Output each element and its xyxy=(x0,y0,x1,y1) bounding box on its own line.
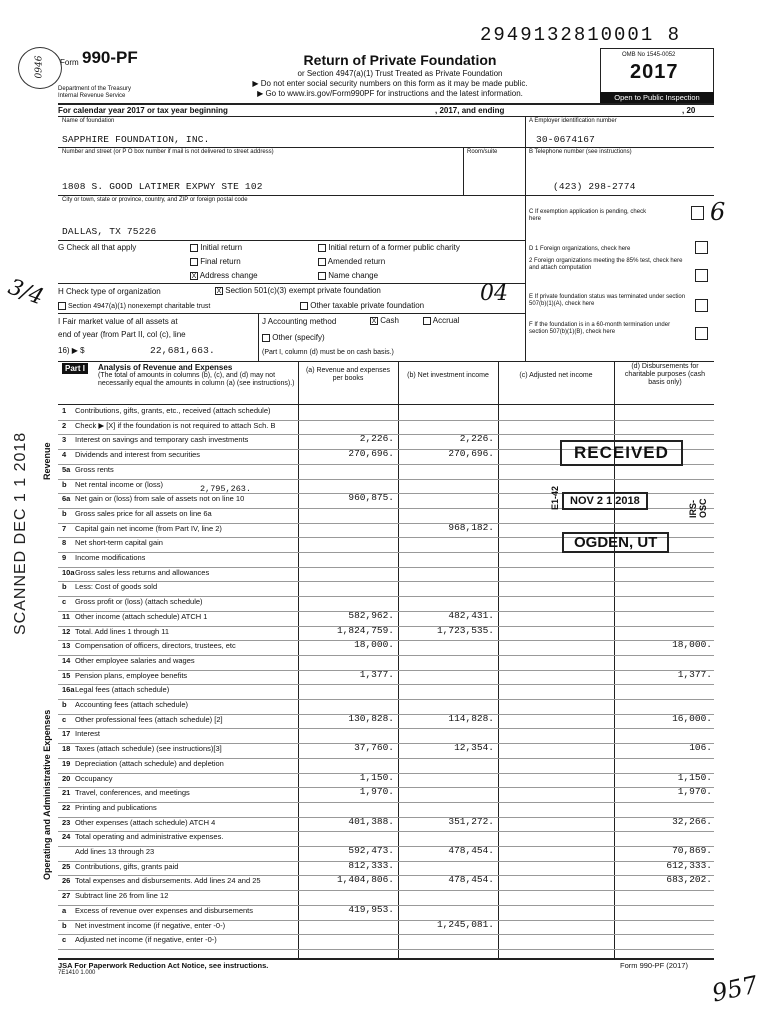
row-label: Legal fees (attach schedule) xyxy=(75,685,170,695)
row-label: Interest xyxy=(75,729,101,739)
row-number: c xyxy=(62,935,67,945)
received-city: OGDEN, UT xyxy=(562,532,669,553)
row-label: Depreciation (attach schedule) and depletion xyxy=(75,758,224,768)
row-number: b xyxy=(62,479,67,489)
cell-col-a: 1,824,759. xyxy=(336,624,394,636)
row-number: 14 xyxy=(62,655,71,665)
row-label: Net short-term capital gain xyxy=(75,538,163,548)
j-other-checkbox[interactable] xyxy=(262,334,270,342)
cell-col-d: 1,150. xyxy=(677,771,712,783)
stamp-irs-osc: IRS-OSC xyxy=(688,498,708,518)
circle-stamp: 0946 xyxy=(18,47,62,89)
row-label: Travel, conferences, and meetings xyxy=(75,788,190,798)
cell-col-a: 812,333. xyxy=(348,859,394,871)
phone-value: (423) 298-2774 xyxy=(553,181,636,192)
row-number: b xyxy=(62,582,67,592)
form-subtitle: or Section 4947(a)(1) Trust Treated as Private Foundation xyxy=(297,69,503,78)
row-number: 4 xyxy=(62,450,67,460)
received-title: RECEIVED xyxy=(560,440,683,466)
e-label: E If private foundation status was terminated under section 507(b)(1)(A), check here xyxy=(529,294,686,307)
form-footer-ref: Form 990-PF (2017) xyxy=(620,961,688,970)
cell-col-a: 960,875. xyxy=(348,492,394,504)
handwritten-3-4: 3/4 xyxy=(4,274,47,311)
row-label: Total. Add lines 1 through 11 xyxy=(75,626,170,636)
h-501c3-checkbox[interactable]: X xyxy=(216,287,222,295)
row-label: Gross rents xyxy=(75,464,114,474)
row-number: c xyxy=(62,714,67,724)
cell-col-a: 18,000. xyxy=(354,639,394,651)
ssn-note: ▶ Do not enter social security numbers on this form as it may be made public. xyxy=(252,79,528,88)
f-checkbox[interactable] xyxy=(695,327,708,340)
row-label: Add lines 13 through 23 xyxy=(75,847,155,856)
row-number: 9 xyxy=(62,553,67,562)
row-label: Other income (attach schedule) ATCH 1 xyxy=(75,611,208,621)
cell-col-b: 478,454. xyxy=(448,845,494,856)
cell-col-a: 130,828. xyxy=(348,712,394,724)
row-label: Income modifications xyxy=(75,553,146,562)
row-label: Net gain or (loss) from sale of assets not on line 10 xyxy=(75,494,245,504)
d2-label: 2 Foreign organizations meeting the 85% test, check here and attach computation xyxy=(529,258,683,271)
row-label: Net rental income or (loss) xyxy=(75,479,163,489)
row-number: 8 xyxy=(62,538,67,548)
row-number: 3 xyxy=(62,435,67,445)
row-label: Other employee salaries and wages xyxy=(75,655,195,665)
g-amended-return: Amended return xyxy=(327,257,386,266)
c-checkbox[interactable] xyxy=(691,206,704,220)
g-initial-return: Initial return xyxy=(200,243,243,252)
side-expenses: Operating and Administrative Expenses xyxy=(42,709,52,880)
cell-col-a: 1,404,806. xyxy=(336,874,394,886)
g-address-checkbox[interactable]: X xyxy=(191,272,197,280)
calendar-year-line: For calendar year 2017 or tax year beginning xyxy=(58,106,228,115)
ein-value: 30-0674167 xyxy=(536,134,596,145)
part1-title: Analysis of Revenue and Expenses xyxy=(98,363,233,372)
row-label: Subtract line 26 from line 12 xyxy=(75,891,169,901)
row-label: Total expenses and disbursements. Add lines 24 and 25 xyxy=(75,876,261,886)
row-divider xyxy=(58,949,714,950)
cell-col-b: 478,454. xyxy=(448,874,494,886)
i-line3: 16) ▶ $ xyxy=(58,346,85,355)
side-revenue: Revenue xyxy=(42,442,52,480)
j-accrual: Accrual xyxy=(432,316,460,325)
cell-col-b: 351,272. xyxy=(448,815,494,827)
row-number: 1 xyxy=(62,406,67,415)
g-initial-checkbox[interactable] xyxy=(190,244,198,252)
row-label: Less: Cost of goods sold xyxy=(75,582,158,592)
cell-col-b: 12,354. xyxy=(454,742,494,754)
j-label: J Accounting method xyxy=(262,317,337,326)
row-number: 23 xyxy=(62,817,71,827)
cell-col-d: 612,333. xyxy=(666,859,712,871)
received-stamp xyxy=(540,440,708,570)
row-number: 13 xyxy=(62,641,71,651)
foundation-name: SAPPHIRE FOUNDATION, INC. xyxy=(62,134,210,145)
cell-col-b: 968,182. xyxy=(448,521,494,533)
row-label: Contributions, gifts, grants, etc., received (attach schedule) xyxy=(75,406,271,415)
cell-col-a: 1,150. xyxy=(359,771,394,783)
city-value: DALLAS, TX 75226 xyxy=(62,226,157,237)
cell-col-a: 37,760. xyxy=(354,742,394,754)
row-label: Total operating and administrative expenses. xyxy=(75,832,224,842)
row-number: b xyxy=(62,920,67,930)
j-accrual-checkbox[interactable] xyxy=(423,317,431,325)
cell-col-a: 592,473. xyxy=(348,845,394,856)
cell-col-b: 482,431. xyxy=(448,609,494,621)
row-number: 2 xyxy=(62,420,67,430)
form-title: Return of Private Foundation xyxy=(303,52,497,68)
col-d-header: (d) Disbursements for charitable purposes (cash basis only) xyxy=(624,363,706,386)
row-label: Adjusted net income (if negative, enter -0-) xyxy=(75,935,217,945)
scanned-stamp: SCANNED DEC 1 1 2018 xyxy=(12,431,29,635)
g-address-change: Address change xyxy=(199,271,258,280)
row-label: Other expenses (attach schedule) ATCH 4 xyxy=(75,817,216,827)
i-line1: I Fair market value of all assets at xyxy=(58,317,178,326)
j-cash: Cash xyxy=(380,316,399,325)
handwritten-04: 04 xyxy=(480,281,508,306)
row-number: 7 xyxy=(62,523,67,533)
received-date: NOV 2 1 2018 xyxy=(562,492,648,510)
cell-col-b: 114,828. xyxy=(448,712,494,724)
cell-col-b: 270,696. xyxy=(448,448,494,460)
year-end-suffix: , 20 xyxy=(682,106,696,115)
h-4947: Section 4947(a)(1) nonexempt charitable trust xyxy=(67,302,211,310)
c-pending-label: C If exemption application is pending, check here xyxy=(529,209,647,222)
g-former-charity-checkbox[interactable] xyxy=(318,244,326,252)
row-number: b xyxy=(62,508,67,518)
row-number: 19 xyxy=(62,758,71,768)
gross-sales-value: 2,795,263. xyxy=(200,484,252,494)
row-label: Excess of revenue over expenses and disbursements xyxy=(75,905,254,915)
document-locator-number: 2949132810001 8 xyxy=(480,24,682,46)
row-number: 17 xyxy=(62,729,71,739)
row-number: 27 xyxy=(62,891,71,901)
cell-col-b: 2,226. xyxy=(459,433,494,445)
cell-col-a: 401,388. xyxy=(348,815,394,827)
cell-col-d: 18,000. xyxy=(672,639,712,651)
omb-number: OMB No 1545-0052 xyxy=(622,52,676,58)
part1-title-note: (The total of amounts in columns (b), (c), and (d) may not necessarily equal the amounts in column (a) (see instructions).) xyxy=(98,372,295,387)
j-note: (Part I, column (d) must be on cash basis.) xyxy=(262,349,394,356)
row-number: 22 xyxy=(62,802,71,812)
row-label: Capital gain net income (from Part IV, line 2) xyxy=(75,523,222,533)
i-line2: end of year (from Part II, col (c), line xyxy=(58,330,186,339)
row-number: 20 xyxy=(62,773,71,783)
row-number: 15 xyxy=(62,670,71,680)
row-number: 6a xyxy=(62,494,71,504)
jsa-code: 7E1410 1.000 xyxy=(58,970,96,976)
cell-col-a: 2,226. xyxy=(359,433,394,445)
foundation-name-label: Name of foundation xyxy=(62,118,115,124)
j-cash-checkbox[interactable]: X xyxy=(371,317,377,325)
cell-col-b: 1,245,081. xyxy=(436,918,494,930)
open-inspection: Open to Public Inspection xyxy=(600,92,714,103)
part1-tag: Part I xyxy=(62,363,88,374)
irs-label: Internal Revenue Service xyxy=(58,93,126,99)
row-number: 18 xyxy=(62,744,71,754)
cell-col-d: 1,970. xyxy=(677,786,712,798)
d1-label: D 1 Foreign organizations, check here xyxy=(529,246,631,252)
h-other-taxable: Other taxable private foundation xyxy=(310,301,425,310)
row-label: Gross sales price for all assets on line 6a xyxy=(75,508,212,518)
row-label: Interest on savings and temporary cash investments xyxy=(75,435,249,445)
row-label: Other professional fees (attach schedule) [2] xyxy=(75,714,223,724)
row-number: 5a xyxy=(62,464,71,474)
dept-treasury: Department of the Treasury xyxy=(58,86,132,92)
row-label: Dividends and interest from securities xyxy=(75,450,201,460)
row-label: Check ▶ [X] if the foundation is not required to attach Sch. B xyxy=(75,420,276,430)
row-number: c xyxy=(62,597,67,607)
f-label: F If the foundation is in a 60-month termination under section 507(b)(1)(B), check here xyxy=(529,322,671,335)
d1-checkbox[interactable] xyxy=(695,241,708,254)
cell-col-d: 32,266. xyxy=(672,815,712,827)
col-c-header: (c) Adjusted net income xyxy=(519,372,593,379)
fmv-value: 22,681,663. xyxy=(150,345,215,356)
handwritten-957: 957 xyxy=(709,970,761,1008)
row-label: Printing and publications xyxy=(75,802,157,812)
d2-checkbox[interactable] xyxy=(695,269,708,282)
cell-col-a: 419,953. xyxy=(348,903,394,915)
row-number: 25 xyxy=(62,861,71,871)
cell-col-d: 16,000. xyxy=(672,712,712,724)
handwritten-6: 6 xyxy=(710,198,726,226)
g-final-checkbox[interactable] xyxy=(190,258,198,266)
phone-label: B Telephone number (see instructions) xyxy=(529,149,632,155)
row-number: 10a xyxy=(62,567,75,577)
g-name-change: Name change xyxy=(328,271,379,280)
row-label: Net investment income (if negative, enter -0-) xyxy=(75,920,226,930)
ein-label: A Employer identification number xyxy=(529,118,617,124)
cell-col-d: 683,202. xyxy=(666,874,712,886)
cell-col-a: 1,377. xyxy=(359,668,394,680)
row-number: b xyxy=(62,700,67,709)
g-former-charity: Initial return of a former public charity xyxy=(328,243,460,252)
row-number: a xyxy=(62,905,67,915)
row-divider xyxy=(58,728,714,729)
city-label: City or town, state or province, country, and ZIP or foreign postal code xyxy=(62,197,248,203)
row-number: 11 xyxy=(62,611,70,621)
row-label: Occupancy xyxy=(75,773,113,783)
cell-col-d: 106. xyxy=(689,742,712,754)
room-label: Room/suite xyxy=(467,149,498,155)
row-number: 16a xyxy=(62,685,75,695)
street-address: 1808 S. GOOD LATIMER EXPWY STE 102 xyxy=(62,181,263,192)
cell-col-d: 70,869. xyxy=(672,845,712,856)
col-a-header: (a) Revenue and expenses per books xyxy=(305,367,391,382)
form-prefix: Form xyxy=(60,58,79,67)
cell-col-a: 582,962. xyxy=(348,609,394,621)
row-label: Pension plans, employee benefits xyxy=(75,670,188,680)
row-label: Gross sales less returns and allowances xyxy=(75,567,210,577)
g-name-change-checkbox[interactable] xyxy=(318,272,326,280)
cell-col-b: 1,723,535. xyxy=(436,624,494,636)
stamp-side-code: E1-42 xyxy=(550,485,560,510)
j-other: Other (specify) xyxy=(272,333,325,342)
cell-col-a: 270,696. xyxy=(348,448,394,460)
and-ending-line: , 2017, and ending xyxy=(435,106,505,115)
row-label: Contributions, gifts, grants paid xyxy=(75,861,179,871)
h-501c3: Section 501(c)(3) exempt private foundation xyxy=(225,286,381,295)
h-other-taxable-checkbox[interactable] xyxy=(300,302,308,310)
e-checkbox[interactable] xyxy=(695,299,708,312)
irs-link-note: ▶ Go to www.irs.gov/Form990PF for instructions and the latest information. xyxy=(257,89,523,98)
h-4947-checkbox[interactable] xyxy=(58,302,66,310)
h-label: H Check type of organization xyxy=(58,287,161,296)
street-label: Number and street (or P O box number if mail is not delivered to street address) xyxy=(62,149,274,155)
row-label: Compensation of officers, directors, trustees, etc xyxy=(75,641,236,651)
row-number: 12 xyxy=(62,626,71,636)
col-b-header: (b) Net investment income xyxy=(407,372,489,379)
row-label: Accounting fees (attach schedule) xyxy=(75,700,188,709)
paperwork-notice: JSA For Paperwork Reduction Act Notice, see instructions. xyxy=(58,961,269,970)
cell-col-d: 1,377. xyxy=(677,668,712,680)
form-number: 990-PF xyxy=(82,48,138,67)
row-number: 26 xyxy=(62,876,71,886)
row-number: 21 xyxy=(62,788,71,798)
row-number: 24 xyxy=(62,832,71,842)
g-label: G Check all that apply xyxy=(58,243,137,252)
g-amended-checkbox[interactable] xyxy=(318,258,326,266)
cell-col-a: 1,970. xyxy=(359,786,394,798)
g-final-return: Final return xyxy=(200,257,241,266)
tax-year: 2017 xyxy=(630,61,679,83)
row-label: Taxes (attach schedule) (see instructions)[3] xyxy=(75,744,222,754)
row-label: Gross profit or (loss) (attach schedule) xyxy=(75,597,203,607)
